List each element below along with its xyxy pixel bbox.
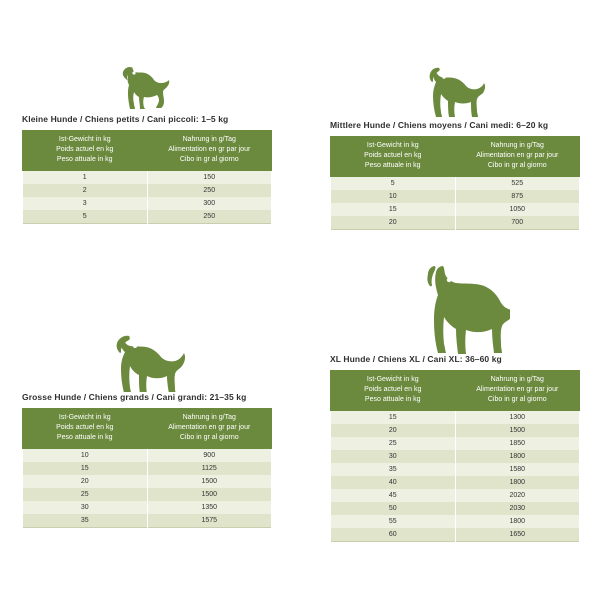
cell-weight: 15 bbox=[331, 203, 456, 216]
column-header-weight: Ist-Gewicht in kg Poids actuel en kg Peso attuale in kg bbox=[331, 371, 456, 411]
cell-food: 250 bbox=[147, 184, 272, 197]
feeding-table-medium bbox=[330, 136, 580, 230]
table-body bbox=[331, 411, 580, 542]
table-row bbox=[23, 501, 272, 514]
cell-food: 2020 bbox=[455, 489, 580, 502]
table-header bbox=[23, 409, 272, 449]
cell-food: 1575 bbox=[147, 514, 272, 528]
cell-food: 900 bbox=[147, 449, 272, 463]
cell-weight: 30 bbox=[331, 450, 456, 463]
xl-dog-icon bbox=[400, 266, 510, 354]
cell-weight: 15 bbox=[331, 411, 456, 425]
cell-weight: 15 bbox=[23, 462, 148, 475]
table-row bbox=[331, 424, 580, 437]
cell-weight: 25 bbox=[331, 437, 456, 450]
cell-food: 1580 bbox=[455, 463, 580, 476]
table-row bbox=[331, 515, 580, 528]
medium-dog-art bbox=[330, 62, 580, 120]
column-header-food: Nahrung in g/Tag Alimentation en gr par jour Cibo in gr al giorno bbox=[147, 409, 272, 449]
cell-food: 1050 bbox=[455, 203, 580, 216]
cell-food: 250 bbox=[147, 210, 272, 224]
panel-medium-dogs bbox=[330, 62, 580, 230]
cell-food: 1800 bbox=[455, 476, 580, 489]
table-header-row bbox=[331, 371, 580, 411]
column-header-food: Nahrung in g/Tag Alimentation en gr par jour Cibo in gr al giorno bbox=[455, 371, 580, 411]
cell-weight: 20 bbox=[23, 475, 148, 488]
table-header-row bbox=[331, 137, 580, 177]
cell-food: 1850 bbox=[455, 437, 580, 450]
table-row bbox=[331, 177, 580, 191]
cell-weight: 40 bbox=[331, 476, 456, 489]
table-body bbox=[23, 171, 272, 224]
table-row bbox=[331, 450, 580, 463]
cell-food: 1300 bbox=[455, 411, 580, 425]
table-row bbox=[331, 203, 580, 216]
cell-weight: 1 bbox=[23, 171, 148, 185]
medium-dog-icon bbox=[416, 66, 494, 120]
large-dog-art bbox=[22, 330, 272, 392]
cell-weight: 20 bbox=[331, 424, 456, 437]
cell-weight: 35 bbox=[331, 463, 456, 476]
cell-weight: 3 bbox=[23, 197, 148, 210]
cell-food: 300 bbox=[147, 197, 272, 210]
table-row bbox=[331, 411, 580, 425]
column-header-weight: Ist-Gewicht in kg Poids actuel en kg Peso attuale in kg bbox=[331, 137, 456, 177]
large-dog-icon bbox=[99, 334, 195, 392]
cell-weight: 5 bbox=[331, 177, 456, 191]
panel-xl-dogs bbox=[330, 262, 580, 542]
cell-food: 1500 bbox=[147, 488, 272, 501]
table-row bbox=[23, 197, 272, 210]
feeding-table-xl bbox=[330, 370, 580, 542]
table-row bbox=[23, 449, 272, 463]
cell-weight: 25 bbox=[23, 488, 148, 501]
cell-weight: 45 bbox=[331, 489, 456, 502]
cell-weight: 55 bbox=[331, 515, 456, 528]
table-row bbox=[331, 528, 580, 542]
column-header-weight: Ist-Gewicht in kg Poids actuel en kg Peso attuale in kg bbox=[23, 131, 148, 171]
panel-small-dogs bbox=[22, 62, 272, 224]
cell-weight: 30 bbox=[23, 501, 148, 514]
table-body bbox=[331, 177, 580, 230]
table-header bbox=[331, 137, 580, 177]
table-header bbox=[331, 371, 580, 411]
cell-weight: 60 bbox=[331, 528, 456, 542]
cell-weight: 10 bbox=[23, 449, 148, 463]
cell-food: 875 bbox=[455, 190, 580, 203]
cell-food: 525 bbox=[455, 177, 580, 191]
panel-title: Grosse Hunde / Chiens grands / Cani grandi: 21–35 kg bbox=[22, 392, 247, 402]
table-row bbox=[23, 514, 272, 528]
cell-weight: 50 bbox=[331, 502, 456, 515]
cell-food: 700 bbox=[455, 216, 580, 230]
column-header-weight: Ist-Gewicht in kg Poids actuel en kg Peso attuale in kg bbox=[23, 409, 148, 449]
table-row bbox=[23, 475, 272, 488]
cell-weight: 5 bbox=[23, 210, 148, 224]
cell-food: 1800 bbox=[455, 515, 580, 528]
cell-food: 1650 bbox=[455, 528, 580, 542]
cell-food: 1125 bbox=[147, 462, 272, 475]
cell-weight: 35 bbox=[23, 514, 148, 528]
feeding-table-large bbox=[22, 408, 272, 528]
table-row bbox=[331, 476, 580, 489]
panel-title: XL Hunde / Chiens XL / Cani XL: 36–60 kg bbox=[330, 354, 502, 364]
table-header bbox=[23, 131, 272, 171]
table-row bbox=[331, 216, 580, 230]
cell-weight: 20 bbox=[331, 216, 456, 230]
small-dog-art bbox=[22, 62, 272, 114]
cell-food: 150 bbox=[147, 171, 272, 185]
column-header-food: Nahrung in g/Tag Alimentation en gr par jour Cibo in gr al giorno bbox=[455, 137, 580, 177]
cell-food: 1800 bbox=[455, 450, 580, 463]
small-dog-icon bbox=[114, 64, 180, 114]
table-row bbox=[331, 502, 580, 515]
table-body bbox=[23, 449, 272, 528]
table-row bbox=[331, 463, 580, 476]
cell-food: 1500 bbox=[455, 424, 580, 437]
cell-weight: 10 bbox=[331, 190, 456, 203]
table-row bbox=[23, 184, 272, 197]
feeding-table-small bbox=[22, 130, 272, 224]
panel-large-dogs bbox=[22, 330, 272, 528]
table-row bbox=[331, 489, 580, 502]
table-row bbox=[23, 171, 272, 185]
cell-weight: 2 bbox=[23, 184, 148, 197]
column-header-food: Nahrung in g/Tag Alimentation en gr par jour Cibo in gr al giorno bbox=[147, 131, 272, 171]
table-header-row bbox=[23, 131, 272, 171]
cell-food: 1350 bbox=[147, 501, 272, 514]
cell-food: 1500 bbox=[147, 475, 272, 488]
xl-dog-art bbox=[330, 262, 580, 354]
table-row bbox=[23, 210, 272, 224]
panel-title: Mittlere Hunde / Chiens moyens / Cani medi: 6–20 kg bbox=[330, 120, 549, 130]
table-row bbox=[331, 190, 580, 203]
table-row bbox=[23, 462, 272, 475]
table-row bbox=[23, 488, 272, 501]
panel-title: Kleine Hunde / Chiens petits / Cani piccoli: 1–5 kg bbox=[22, 114, 229, 124]
cell-food: 2030 bbox=[455, 502, 580, 515]
table-row bbox=[331, 437, 580, 450]
table-header-row bbox=[23, 409, 272, 449]
